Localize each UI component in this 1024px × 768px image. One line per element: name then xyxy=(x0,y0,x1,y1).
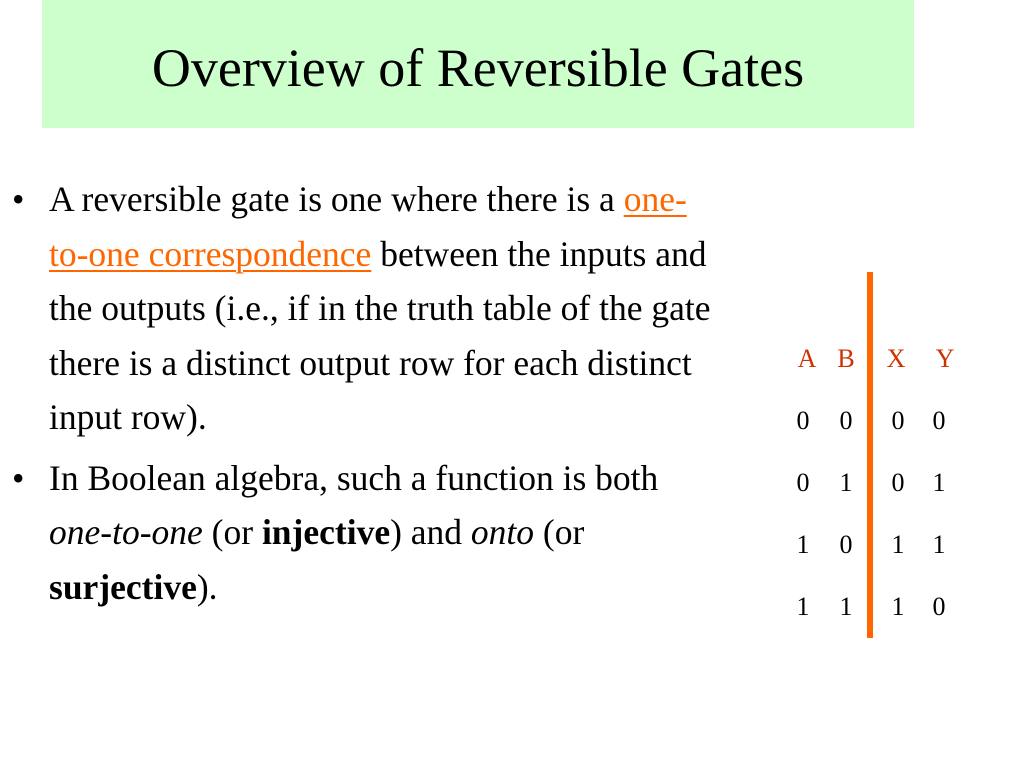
truth-table-cell: 1 xyxy=(932,530,946,559)
truth-table-cell: 0 xyxy=(891,468,905,497)
bullet-list xyxy=(12,172,712,620)
bullet1-text-end: between the inputs and the outputs (i.e., if in the truth table of the gate there is a distinct output row for each distinct input row). xyxy=(49,233,711,437)
truth-table-divider xyxy=(867,272,873,638)
truth-table-cell: 0 xyxy=(932,592,946,621)
truth-table-cell: 1 xyxy=(891,592,905,621)
bullet2-text-5: ). xyxy=(196,566,218,607)
bullet-marker: • xyxy=(12,179,25,219)
injective-term: injective xyxy=(261,512,391,552)
bullet-item-boolean-algebra xyxy=(12,451,712,615)
truth-table-cell: 0 xyxy=(932,406,946,435)
title-banner xyxy=(42,0,914,128)
truth-table-cell: 1 xyxy=(891,530,905,559)
truth-table-cell: 1 xyxy=(796,530,810,559)
one-to-one-term: one-to-one xyxy=(49,512,203,552)
truth-table-cell: 0 xyxy=(796,468,810,497)
truth-table-cell: 1 xyxy=(932,468,946,497)
bullet2-text-2: (or xyxy=(202,512,262,552)
truth-table-cell: 0 xyxy=(839,530,853,559)
truth-table-header-b: B xyxy=(837,344,855,373)
bullet2-text-3: ) and xyxy=(390,512,471,552)
bullet1-text-start: A reversible gate is one where there is a xyxy=(49,179,624,219)
page-title: Overview of Reversible Gates xyxy=(151,38,805,98)
truth-table-header-a: A xyxy=(797,344,817,373)
onto-term: onto xyxy=(470,512,535,552)
truth-table xyxy=(784,272,964,642)
truth-table-cell: 0 xyxy=(839,406,853,435)
truth-table-cell: 1 xyxy=(839,468,853,497)
bullet2-text-1: In Boolean algebra, such a function is both xyxy=(49,457,659,498)
truth-table-cell: 0 xyxy=(891,406,905,435)
truth-table-cell: 1 xyxy=(796,592,810,621)
truth-table-header-x: X xyxy=(886,344,906,373)
bullet2-text-4: (or xyxy=(534,512,585,552)
bullet-item-reversible-gate xyxy=(12,172,712,445)
truth-table-header-y: Y xyxy=(935,344,955,373)
truth-table-cell: 0 xyxy=(796,406,810,435)
bullet-marker: • xyxy=(12,457,25,498)
surjective-term: surjective xyxy=(49,566,197,607)
one-to-one-correspondence-link[interactable]: one-to-one correspondence xyxy=(49,179,687,274)
truth-table-cell: 1 xyxy=(839,592,853,621)
